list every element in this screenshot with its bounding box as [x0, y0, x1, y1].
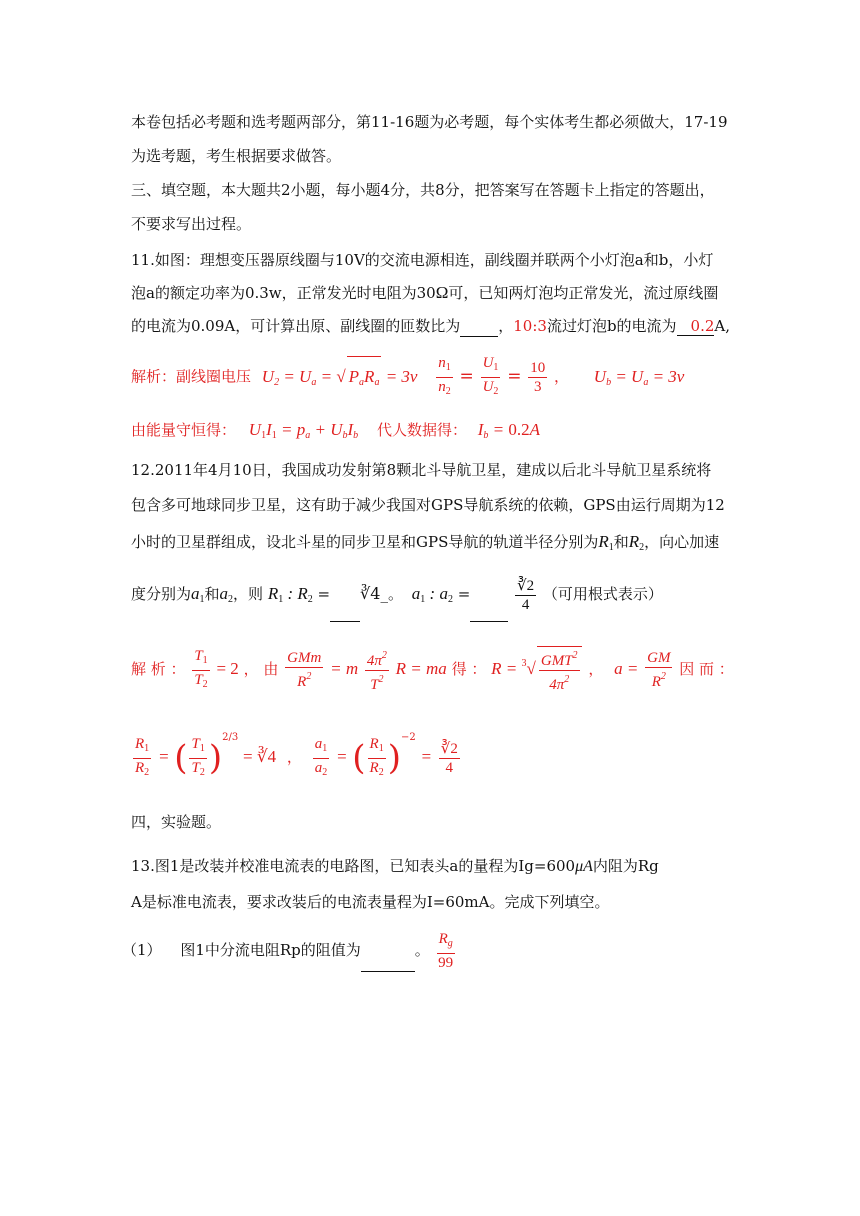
q11-solution-label: 解析：副线圈电压 — [131, 367, 252, 386]
ten-thirds-fraction: $\frac{10}{3}$ — [530, 360, 546, 395]
microamp-unit: μA — [575, 858, 593, 875]
q11-line-3c: A, — [714, 317, 731, 335]
voltage-ratio-fraction: $\frac{U_1}{U_2}$ — [482, 355, 499, 397]
q12-solution-get: 得 ： — [451, 660, 487, 678]
q13-part-1-end: 。 — [414, 941, 430, 959]
q11-line-2a: 泡a的额定功率为0.3w，正常发光时电阻为30 — [131, 284, 436, 302]
q12-line-1: 12.2011年4月10日，我国成功发射第8颗北斗导航卫星，建成以后北斗导航卫星系统将 — [131, 461, 712, 479]
final-accel-fraction: $\frac{∛2}{4}$ — [440, 740, 458, 776]
radius-ratio-fraction: $\frac{R_1}{R_2}$ — [135, 735, 150, 778]
q11-energy-equation: $U_1I_1 = p_a + U_bI_b$ — [248, 420, 359, 441]
q11-energy-label: 由能量守恒得： — [131, 421, 237, 439]
q12-line-4e: （可用根式表示） — [542, 585, 663, 603]
section3-line-2: 不要求写出过程。 — [131, 215, 252, 233]
q12-line-3b: 和 — [613, 533, 629, 551]
gravity-fraction: $\frac{\text{GMm}}{R^2}$ — [287, 650, 322, 690]
q12-answer-ratio: ∛4 — [360, 584, 381, 603]
q12-line-4d: 。 — [387, 585, 403, 603]
intro-line-2: 为选考题，考生根据要求做答。 — [131, 147, 342, 165]
q12-solution-thus: 因 而 ： — [679, 660, 734, 678]
q11-answer-current: 0.2 — [677, 317, 715, 336]
turns-ratio-fraction: $\frac{n_1}{n_2}$ — [438, 355, 451, 397]
q11-substitute-label: 代人数据得： — [376, 421, 467, 439]
q13-line-2: A是标准电流表，要求改装后的电流表量程为I=60mA。完成下列填空。 — [131, 893, 610, 911]
q12-line-3a: 小时的卫星群组成，设北斗星的同步卫星和GPS导航的轨道半径分别为 — [131, 533, 599, 551]
q11-voltage-equation: $U_2 = U_a$ = √ $P_aR_a = 3v$ — [262, 367, 418, 386]
q11-line-3a: 的电流为0.09A，可计算出原、副线圈的匝数比为 — [131, 317, 461, 335]
q11-solution-line-1: 解析：副线圈电压 $U_2 = U_a$ = √ $P_aR_a = 3v$ $\frac{n_1}{n_2}$ = $\frac{U_1}{U_2}$ = $\frac{10}{3}$ ， $U_b = U_a = 3v$ — [131, 354, 684, 398]
q12-solution-line-1: 解 析 ： $\frac{T_1}{T_2}$ = 2 ， 由 $\frac{\text{GMm}}{R^2}$ = m $\frac{4\pi^2}{T^2}$ R = ma 得 ： R = $^3$√ $\frac{GMT^2}{4\pi^2}$ ， a = $\frac{GM}{R^2}$ 因 而 ： — [131, 647, 734, 693]
q12-line-4b: 和 — [204, 585, 220, 603]
q13-part-1 — [122, 928, 457, 978]
q11-answer-ratio: 10:3 — [513, 317, 547, 335]
q13-answer-fraction: $\frac{R_g}{99}$ — [438, 931, 454, 971]
answer-blank — [460, 320, 498, 337]
q12-line-3: 小时的卫星群组成，设北斗星的同步卫星和GPS导航的轨道半径分别为$R_1$和$R_2$，向心加速 — [131, 532, 720, 553]
q12-solution-line-2: $\frac{R_1}{R_2}$ = ( $\frac{T_1}{T_2}$ )$^{2/3}$ = ∛4 ， $\frac{a_1}{a_2}$ = ( $\frac{R_1}{R_2}$ )$^{-2}$ = $\frac{∛2}{4}$ — [131, 712, 462, 768]
q12-line-3c: ，向心加速 — [644, 533, 720, 551]
q13-part-1-text: 图1中分流电阻Rp的阻值为 — [180, 941, 361, 959]
q12-line-4: 度分别为$a_1$和$a_2$，则 $R_1$ : $R_2$ = ∛4_。 $a_1$ : $a_2$ = $\frac{∛2}{4}$ （可用根式表示） — [131, 572, 663, 622]
accel-fraction: $\frac{GM}{R^2}$ — [647, 650, 671, 690]
q11-ub-equation: $U_b = U_a = 3v$ — [593, 366, 685, 388]
q12-line-2: 包含多可地球同步卫星，这有助于减少我国对GPS导航系统的依赖，GPS由运行周期为12 — [131, 496, 725, 514]
section3-line-1: 三、填空题，本大题共2小题，每小题4分，共8分，把答案写在答题卡上指定的答题出， — [131, 181, 715, 199]
period-ratio-fraction: $\frac{T_1}{T_2}$ — [194, 647, 208, 690]
q11-line-1: 11.如图：理想变压器原线圈与10V的交流电源相连，副线圈并联两个小灯泡a和b，小灯 — [131, 251, 714, 269]
intro-line-1: 本卷包括必考题和选考题两部分，第11-16题为必考题，每个实体考生都必须做大，17-19 — [131, 113, 728, 131]
q11-solution-line-2 — [131, 420, 540, 446]
q13-line-1a: 13.图1是改装并校准电流表的电路图，已知表头a的量程为Ig=600 — [131, 857, 576, 875]
q11-line-2 — [131, 283, 718, 303]
q13-line-1c: 内阻为Rg — [592, 857, 659, 875]
q12-line-4a: 度分别为 — [131, 585, 192, 603]
q12-solution-label: 解 析 ： — [131, 660, 186, 678]
q11-result-equation: $I_b = 0.2A$ — [477, 420, 541, 441]
q11-line-3: 的电流为0.09A，可计算出原、副线圈的匝数比为 ，10:3流过灯泡b的电流为 0.2A, — [131, 317, 731, 335]
ohm-symbol: Ω — [435, 283, 449, 302]
radius-root-fraction: $\frac{GMT^2}{4\pi^2}$ — [537, 646, 582, 694]
q13-part-1-number: （1） — [122, 941, 162, 959]
section4-heading: 四，实验题。 — [131, 813, 222, 831]
q11-line-3b: 流过灯泡b的电流为 — [546, 317, 677, 335]
q11-line-2c: 可，已知两灯泡均正常发光，流过原线圈 — [448, 284, 719, 302]
centripetal-fraction: $\frac{4\pi^2}{T^2}$ — [365, 647, 389, 694]
q13-line-1 — [131, 856, 659, 877]
accel-ratio-fraction: $\frac{a_1}{a_2}$ — [314, 735, 328, 778]
q12-line-4c: ，则 — [233, 585, 264, 603]
q12-answer-accel-fraction: $\frac{∛2}{4}$ — [517, 577, 535, 613]
q12-solution-by: ， 由 — [243, 660, 279, 678]
